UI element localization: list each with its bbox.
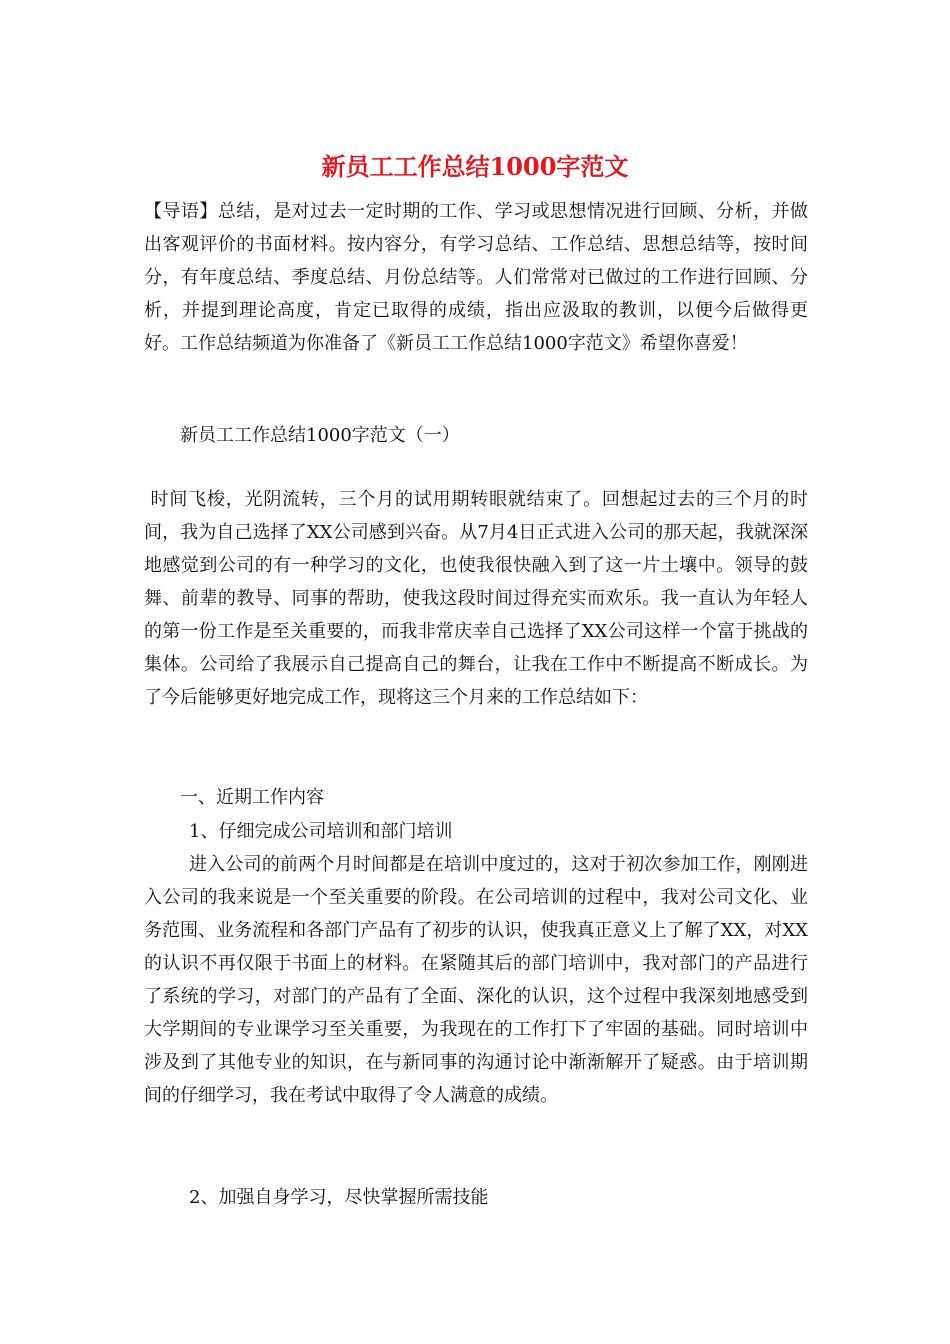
document-title: 新员工工作总结1000字范文 <box>321 152 629 181</box>
section-title: 新员工工作总结1000字范文（一） <box>180 425 460 446</box>
intro-paragraph: 【导语】总结，是对过去一定时期的工作、学习或思想情况进行回顾、分析，并做出客观评价的书面材料。按内容分，有学习总结、工作总结、思想总结等，按时间分，有年度总结、季度总结、月份总结等。人们常常对已做过的工作进行回顾、分析，并提到理论高度，肯定已取得的成绩，指出应汲取的教训，以便今后做得更好。工作总结频道为你准备了《新员工工作总结1000字范文》希望你喜爱！ <box>144 201 808 354</box>
paragraph-2: 进入公司的前两个月时间都是在培训中度过的，这对于初次参加工作，刚刚进入公司的我来说是一个至关重要的阶段。在公司培训的过程中，我对公司文化、业务范围、业务流程和各部门产品有了初步的认识，使我真正意义上了解了XX，对XX的认识不再仅限于书面上的材料。在紧随其后的部门培训中，我对部门的产品进行了系统的学习，对部门的产品有了全面、深化的认识，这个过程中我深刻地感受到大学期间的专业课学习至关重要，为我现在的工作打下了牢固的基础。同时培训中涉及到了其他专业的知识，在与新同事的沟通讨论中渐渐解开了疑惑。由于培训期间的仔细学习，我在考试中取得了令人满意的成绩。 <box>144 854 808 1106</box>
heading-training: 1、仔细完成公司培训和部门培训 <box>189 821 453 842</box>
heading-self-study: 2、加强自身学习，尽快掌握所需技能 <box>189 1187 489 1208</box>
heading-recent-work: 一、近期工作内容 <box>180 787 324 808</box>
paragraph-1: 时间飞梭，光阴流转，三个月的试用期转眼就结束了。回想起过去的三个月的时间，我为自己选择了XX公司感到兴奋。从7月4日正式进入公司的那天起，我就深深地感觉到公司的有一种学习的文化，也使我很快融入到了这一片土壤中。领导的鼓舞、前辈的教导、同事的帮助，使我这段时间过得充实而欢乐。我一直认为年轻人的第一份工作是至关重要的，而我非常庆幸自己选择了XX公司这样一个富于挑战的集体。公司给了我展示自己提高自己的舞台，让我在工作中不断提高不断成长。为了今后能够更好地完成工作，现将这三个月来的工作总结如下： <box>144 489 808 708</box>
